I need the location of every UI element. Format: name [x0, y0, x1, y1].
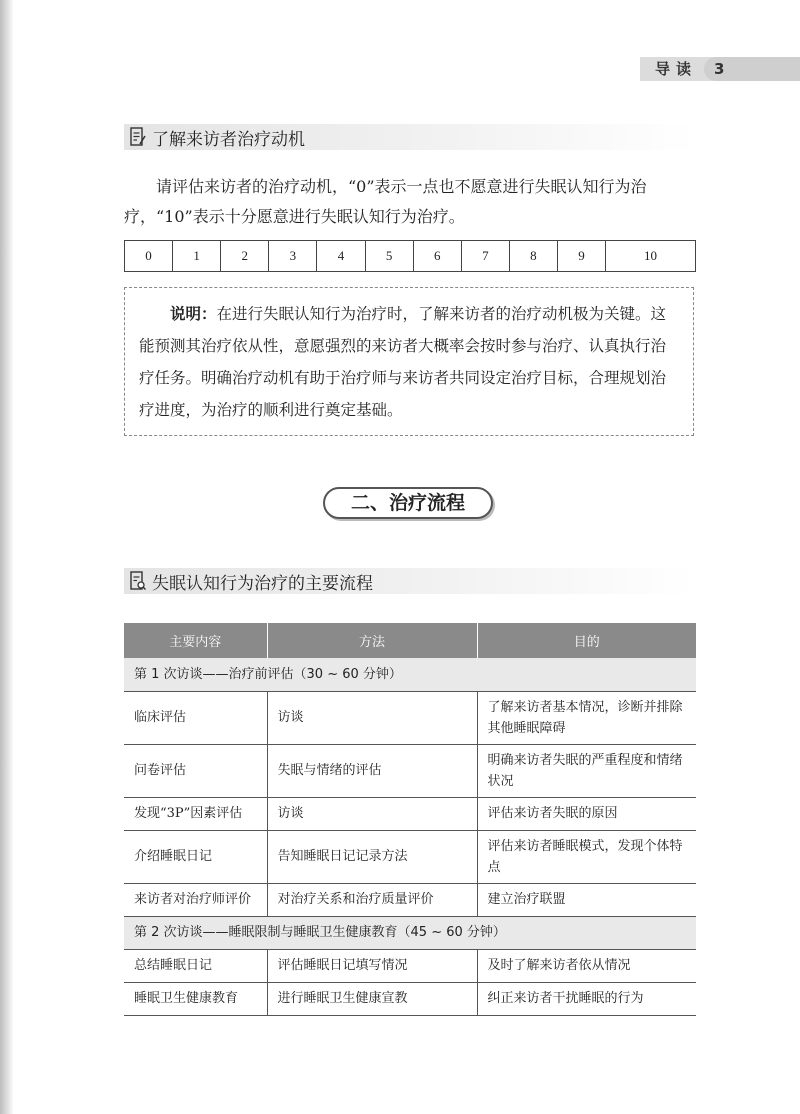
scale-cell: 6 [413, 241, 461, 272]
table-cell-purpose: 评估来访者睡眠模式，发现个体特点 [477, 830, 696, 883]
table-cell-method: 评估睡眠日记填写情况 [267, 949, 477, 982]
table-row [124, 949, 696, 982]
table-cell-purpose: 明确来访者失眠的严重程度和情绪状况 [477, 744, 696, 797]
page-number: 3 [704, 57, 800, 81]
table-row [124, 691, 696, 744]
table-cell-content: 来访者对治疗师评价 [124, 883, 267, 916]
table-cell-purpose: 建立治疗联盟 [477, 883, 696, 916]
table-cell-method: 访谈 [267, 797, 477, 830]
table-row [124, 982, 696, 1015]
scale-cell: 7 [461, 241, 509, 272]
motivation-scale [124, 240, 696, 272]
scale-cell: 2 [221, 241, 269, 272]
section-title-flow [124, 568, 696, 594]
scale-cell: 5 [365, 241, 413, 272]
table-cell-method: 失眠与情绪的评估 [267, 744, 477, 797]
scale-cell: 0 [125, 241, 173, 272]
table-cell-content: 介绍睡眠日记 [124, 830, 267, 883]
document-pencil-icon [130, 127, 146, 147]
table-cell-content: 睡眠卫生健康教育 [124, 982, 267, 1015]
intro-paragraph: 请评估来访者的治疗动机，“0”表示一点也不愿意进行失眠认知行为治疗，“10”表示十分愿意进行失眠认知行为治疗。 [124, 177, 647, 226]
table-cell-purpose: 了解来访者基本情况，诊断并排除其他睡眠障碍 [477, 691, 696, 744]
table-row [124, 744, 696, 797]
table-cell-content: 总结睡眠日记 [124, 949, 267, 982]
table-cell-method: 进行睡眠卫生健康宣教 [267, 982, 477, 1015]
note-text: 在进行失眠认知行为治疗时，了解来访者的治疗动机极为关键。这能预测其治疗依从性，意愿强烈的来访者大概率会按时参与治疗、认真执行治疗任务。明确治疗动机有助于治疗师与来访者共同设定治疗目标，合理规划治疗进度，为治疗的顺利进行奠定基础。 [139, 305, 667, 419]
column-header: 主要内容 [124, 623, 267, 658]
section-title-motivation [124, 124, 696, 150]
page-edge-shadow [0, 0, 14, 1114]
scale-cell: 3 [269, 241, 317, 272]
table-cell-content: 临床评估 [124, 691, 267, 744]
table-cell-content: 发现“3P”因素评估 [124, 797, 267, 830]
scale-cell: 1 [173, 241, 221, 272]
table-cell-purpose: 评估来访者失眠的原因 [477, 797, 696, 830]
table-cell-purpose: 及时了解来访者依从情况 [477, 949, 696, 982]
table-cell-method: 告知睡眠日记记录方法 [267, 830, 477, 883]
column-header: 目的 [477, 623, 696, 658]
table-row [124, 797, 696, 830]
session-row: 第 1 次访谈——治疗前评估（30 ~ 60 分钟） [124, 658, 696, 691]
document-search-icon [130, 571, 146, 591]
treatment-flow-table [124, 623, 696, 1016]
chapter-title: 二、治疗流程 [323, 487, 493, 519]
table-cell-content: 问卷评估 [124, 744, 267, 797]
session-row: 第 2 次访谈——睡眠限制与睡眠卫生健康教育（45 ~ 60 分钟） [124, 916, 696, 949]
table-cell-method: 访谈 [267, 691, 477, 744]
table-cell-purpose: 纠正来访者干扰睡眠的行为 [477, 982, 696, 1015]
column-header: 方法 [267, 623, 477, 658]
note-box [124, 287, 694, 436]
scale-cell: 9 [557, 241, 605, 272]
table-row [124, 883, 696, 916]
table-cell-method: 对治疗关系和治疗质量评价 [267, 883, 477, 916]
running-header-title: 导读 [655, 60, 698, 78]
section-title-text: 失眠认知行为治疗的主要流程 [152, 574, 373, 594]
section-title-text: 了解来访者治疗动机 [152, 130, 305, 150]
note-label: 说明： [170, 304, 217, 323]
scale-cell: 8 [509, 241, 557, 272]
scale-cell: 10 [606, 241, 696, 272]
scale-cell: 4 [317, 241, 365, 272]
table-row [124, 830, 696, 883]
